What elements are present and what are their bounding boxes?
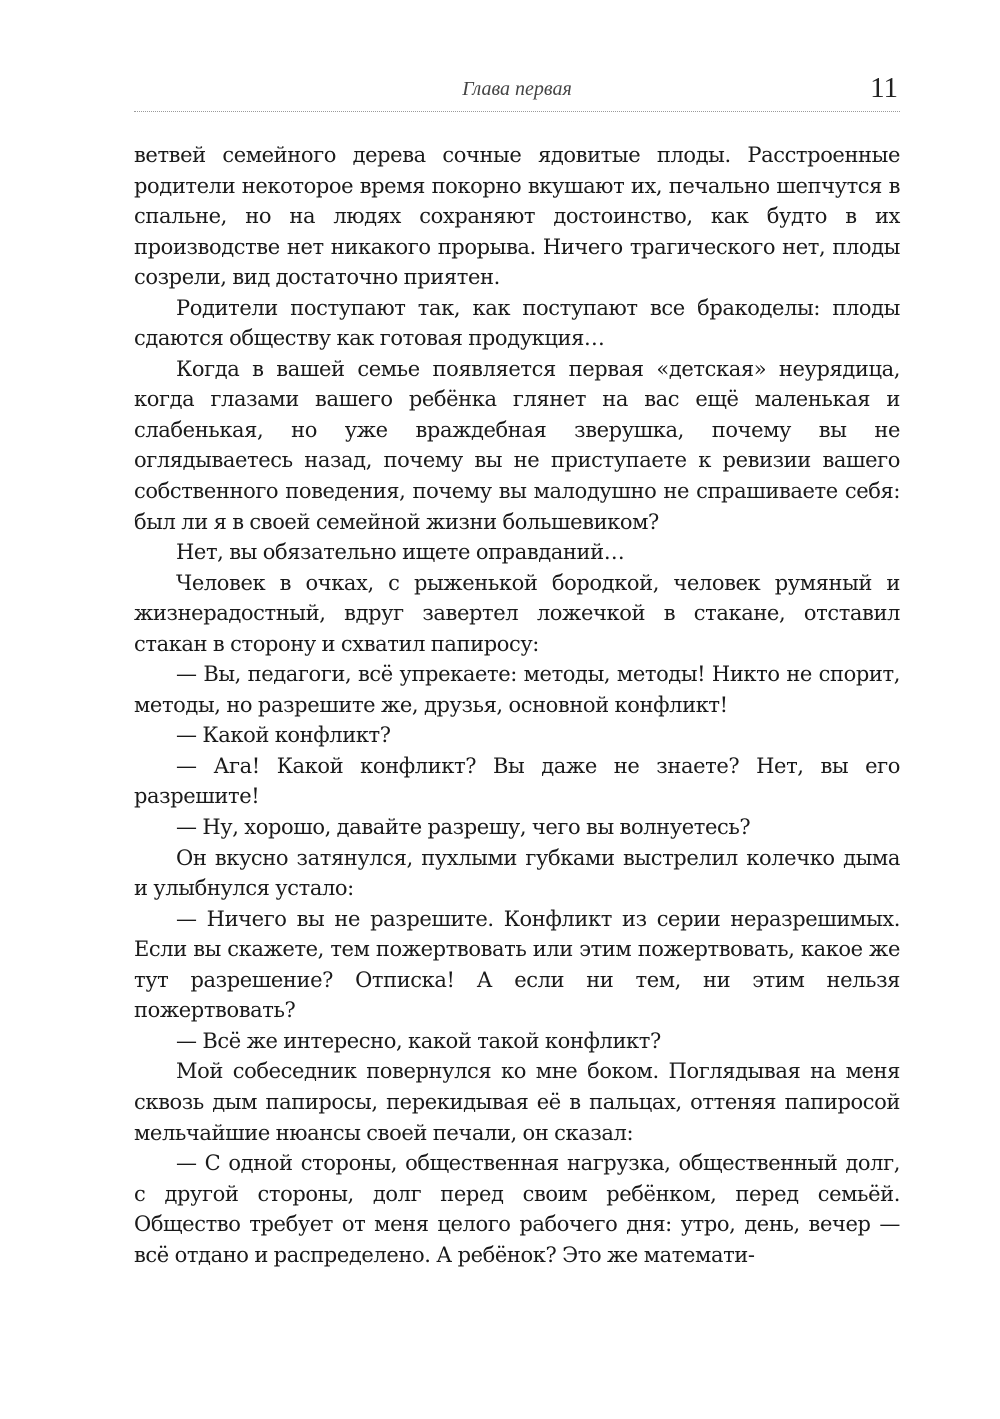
paragraph: Мой собеседник повернулся ко мне боком. Поглядывая на меня сквозь дым папиросы, перекидывая её в пальцах, оттеняя папиросой мельчайшие нюансы своей печали, он сказал: bbox=[134, 1059, 900, 1145]
dialogue-line: — Ну, хорошо, давайте разрешу, чего вы волнуетесь? bbox=[176, 815, 751, 840]
page-number: 11 bbox=[870, 72, 898, 104]
chapter-title: Глава первая bbox=[462, 78, 572, 100]
paragraph: Он вкусно затянулся, пухлыми губками выстрелил колечко дыма и улыбнулся устало: bbox=[134, 845, 900, 901]
body-text bbox=[134, 140, 900, 1270]
paragraph: Нет, вы обязательно ищете оправданий… bbox=[176, 540, 625, 565]
dialogue-line: — С одной стороны, общественная нагрузка, общественный долг, с другой стороны, долг перед своим ребёнком, перед семьёй. Общество требует от меня целого рабочего дня: утро, день, вечер — всё отдано и распределено. А ребёнок? Это же математи- bbox=[134, 1151, 900, 1267]
dialogue-line: — Вы, педагоги, всё упрекаете: методы, методы! Никто не спорит, методы, но разрешите же, друзья, основной конфликт! bbox=[134, 662, 900, 717]
paragraph: Человек в очках, с рыженькой бородкой, человек румяный и жизнерадостный, вдруг завертел ложечкой в стакане, отставил стакан в сторону и схватил папиросу: bbox=[134, 570, 900, 656]
paragraph: Когда в вашей семье появляется первая «детская» неурядица, когда глазами вашего ребёнка глянет на вас ещё маленькая и слабенькая, но уже враждебная зверушка, почему вы не оглядываетесь назад, почему вы не приступаете к ревизии вашего собственного поведения, почему вы малодушно не спрашиваете себя: был ли я в своей семейной жизни большевиком? bbox=[134, 356, 900, 534]
dialogue-line: — Всё же интересно, какой такой конфликт? bbox=[176, 1028, 661, 1053]
paragraph: ветвей семейного дерева сочные ядовитые плоды. Расстроенные родители некоторое время покорно вкушают их, печально шепчутся в спальне, но на людях сохраняют достоинство, как будто в их производстве нет никакого прорыва. Ничего трагического нет, плоды созрели, вид достаточно приятен. bbox=[134, 143, 900, 290]
header-divider bbox=[134, 111, 900, 112]
running-head bbox=[134, 70, 900, 110]
dialogue-line: — Ага! Какой конфликт? Вы даже не знаете? Нет, вы его разрешите! bbox=[134, 753, 900, 809]
paragraph: Родители поступают так, как поступают все бракоделы: плоды сдаются обществу как готовая продукция… bbox=[134, 295, 900, 351]
dialogue-line: — Какой конфликт? bbox=[176, 723, 391, 748]
dialogue-line: — Ничего вы не разрешите. Конфликт из серии неразрешимых. Если вы скажете, тем пожертвовать или этим пожертвовать, какое же тут разрешение? Отписка! А если ни тем, ни этим нельзя пожертвовать? bbox=[134, 906, 900, 1023]
